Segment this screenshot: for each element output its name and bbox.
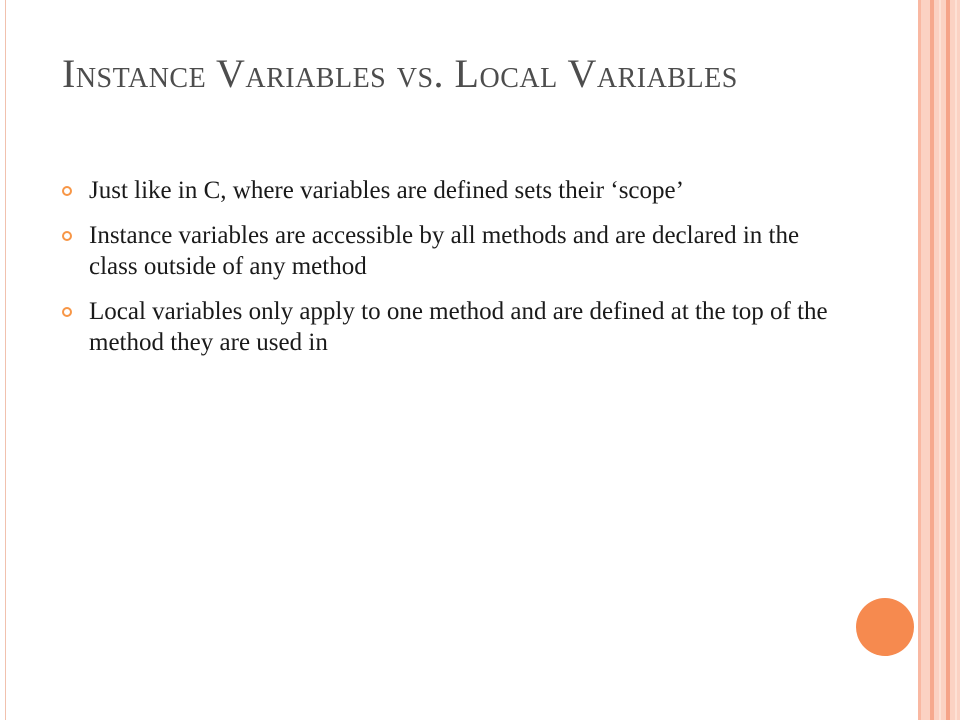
hollow-circle-bullet-icon (62, 307, 72, 317)
left-edge-rule (5, 0, 6, 720)
bullet-text: Local variables only apply to one method and are defined at the top of the method they are used in (89, 298, 828, 356)
stripe (918, 0, 921, 720)
bullet-text: Instance variables are accessible by all methods and are declared in the class outside of any method (89, 222, 800, 280)
decorative-stripe-band (918, 0, 960, 720)
hollow-circle-bullet-icon (62, 231, 72, 241)
hollow-circle-bullet-icon (62, 186, 72, 196)
bullet-list (62, 175, 842, 372)
stripe (955, 0, 957, 720)
bullet-item (62, 296, 842, 358)
accent-circle-decoration (856, 598, 914, 656)
bullet-item (62, 175, 842, 206)
slide-title: Instance Variables vs. Local Variables (62, 51, 738, 96)
bullet-text: Just like in C, where variables are defined sets their ‘scope’ (89, 177, 684, 204)
stripe (939, 0, 941, 720)
bullet-item (62, 220, 842, 282)
stripe (930, 0, 934, 720)
stripe (946, 0, 950, 720)
